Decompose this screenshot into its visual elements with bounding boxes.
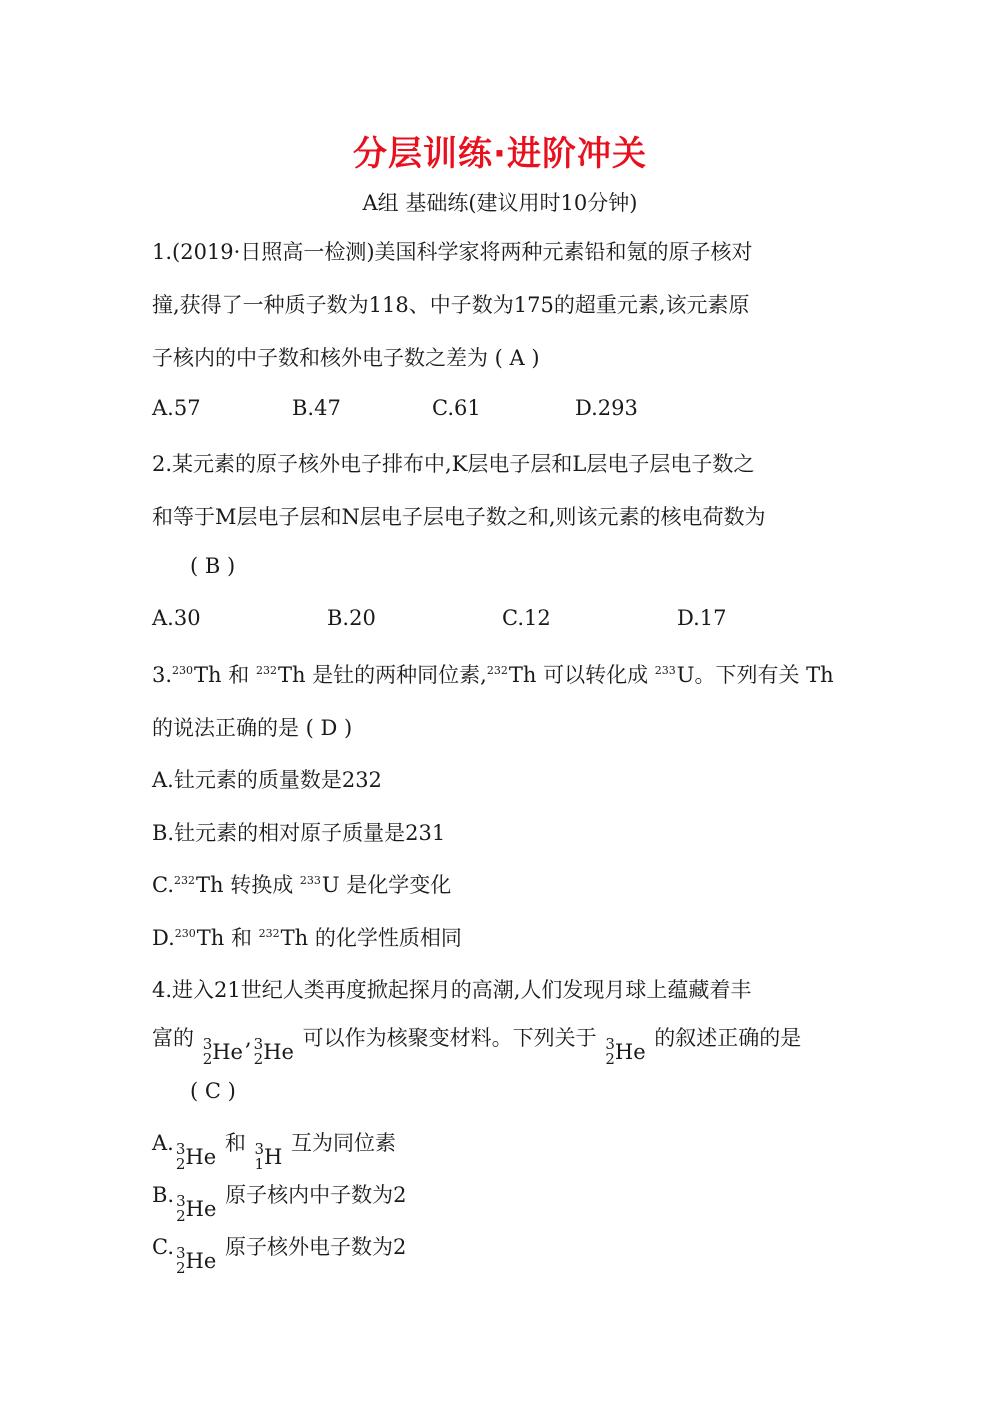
mass-number: 3 bbox=[176, 1244, 186, 1262]
text: 可以转化成 bbox=[536, 663, 655, 687]
text: 原子核外电子数为2 bbox=[218, 1235, 407, 1259]
mass-number: 3 bbox=[176, 1192, 186, 1210]
q1-option-a: A.57 bbox=[152, 396, 201, 420]
q1-line-3: 子核内的中子数和核外电子数之差为 ( A ) bbox=[152, 346, 540, 370]
text: 富的 bbox=[152, 1026, 201, 1050]
q1-option-d: D.293 bbox=[575, 396, 638, 420]
atomic-number: 2 bbox=[202, 1050, 213, 1068]
mass-number: 232 bbox=[174, 874, 195, 887]
mass-number: 233 bbox=[654, 664, 676, 677]
nuclide-he3 bbox=[176, 1246, 216, 1276]
q3-line-2: 的说法正确的是 ( D ) bbox=[152, 716, 353, 740]
text: 可以作为核聚变材料。下列关于 bbox=[295, 1026, 604, 1050]
element-symbol: Th bbox=[280, 926, 309, 950]
element-symbol: He bbox=[185, 1145, 217, 1169]
text: 原子核内中子数为2 bbox=[218, 1183, 407, 1207]
text: 和 bbox=[224, 926, 259, 950]
q2-option-c: C.12 bbox=[502, 606, 551, 630]
text: 。下列有关 Th bbox=[694, 663, 834, 687]
q4-line-1: 4.进入21世纪人类再度掀起探月的高潮,人们发现月球上蕴藏着丰 bbox=[152, 978, 752, 1002]
element-symbol: H bbox=[264, 1145, 283, 1169]
section-subtitle: A组 基础练(建议用时10分钟) bbox=[362, 191, 638, 215]
option-label: C. bbox=[152, 873, 174, 897]
q3-option-b: B.钍元素的相对原子质量是231 bbox=[152, 821, 446, 845]
mass-number: 3 bbox=[175, 1140, 186, 1158]
element-symbol: U bbox=[321, 873, 340, 897]
element-symbol: U bbox=[676, 663, 695, 687]
option-label: B. bbox=[152, 1183, 175, 1207]
nuclide-he3 bbox=[254, 1037, 294, 1067]
nuclide-he3 bbox=[176, 1142, 216, 1172]
element-symbol: He bbox=[185, 1249, 217, 1273]
mass-number: 232 bbox=[486, 664, 508, 677]
nuclide-h3 bbox=[255, 1142, 283, 1172]
q1-line-2: 撞,获得了一种质子数为118、中子数为175的超重元素,该元素原 bbox=[152, 293, 750, 317]
q2-option-a: A.30 bbox=[152, 606, 201, 630]
mass-number: 232 bbox=[258, 927, 280, 940]
q2-option-d: D.17 bbox=[677, 606, 727, 630]
text: 转换成 bbox=[223, 873, 300, 897]
element-symbol: Th bbox=[277, 663, 306, 687]
option-label: D. bbox=[152, 926, 175, 950]
nuclide-he3 bbox=[203, 1037, 243, 1067]
q1-option-c: C.61 bbox=[432, 396, 481, 420]
q2-answer: ( B ) bbox=[190, 554, 236, 578]
element-symbol: He bbox=[263, 1040, 294, 1064]
q3-option-c bbox=[152, 869, 451, 899]
q4-answer: ( C ) bbox=[190, 1079, 236, 1103]
q1-option-b: B.47 bbox=[292, 396, 341, 420]
text: , bbox=[244, 1026, 252, 1050]
text: 是化学变化 bbox=[339, 873, 452, 897]
mass-number: 230 bbox=[174, 927, 196, 940]
q1-line-1: 1.(2019·日照高一检测)美国科学家将两种元素铅和氪的原子核对 bbox=[152, 240, 753, 264]
element-symbol: Th bbox=[196, 873, 224, 897]
text: 互为同位素 bbox=[284, 1131, 397, 1155]
text: 和 bbox=[218, 1131, 253, 1155]
mass-number: 232 bbox=[255, 664, 277, 677]
page-title: 分层训练·进阶冲关 bbox=[353, 134, 647, 174]
nuclide-he3 bbox=[605, 1037, 645, 1067]
atomic-number: 1 bbox=[254, 1155, 265, 1173]
mass-number: 3 bbox=[605, 1035, 615, 1053]
q4-option-c bbox=[152, 1231, 406, 1276]
option-label: C. bbox=[152, 1235, 174, 1259]
q4-line-2 bbox=[152, 1022, 801, 1067]
mass-number: 3 bbox=[254, 1140, 265, 1158]
mass-number: 3 bbox=[202, 1035, 213, 1053]
q2-option-b: B.20 bbox=[327, 606, 376, 630]
q4-option-b bbox=[152, 1179, 406, 1224]
q2-line-2: 和等于M层电子层和N层电子层电子数之和,则该元素的核电荷数为 bbox=[152, 505, 766, 529]
element-symbol: Th bbox=[194, 663, 222, 687]
text: 和 bbox=[221, 663, 256, 687]
nuclide-he3 bbox=[176, 1194, 216, 1224]
q3-option-d bbox=[152, 922, 462, 952]
element-symbol: He bbox=[185, 1197, 217, 1221]
atomic-number: 2 bbox=[176, 1207, 186, 1225]
option-label: A. bbox=[152, 1131, 174, 1155]
text: 的叙述正确的是 bbox=[647, 1026, 802, 1050]
mass-number: 230 bbox=[172, 664, 194, 677]
q3-line-1 bbox=[152, 659, 834, 689]
text: 的化学性质相同 bbox=[308, 926, 462, 950]
q2-line-1: 2.某元素的原子核外电子排布中,K层电子层和L层电子层电子数之 bbox=[152, 452, 755, 476]
mass-number: 3 bbox=[253, 1035, 264, 1053]
q3-number: 3. bbox=[152, 663, 173, 687]
element-symbol: Th bbox=[508, 663, 537, 687]
atomic-number: 2 bbox=[176, 1259, 186, 1277]
mass-number: 233 bbox=[299, 874, 321, 887]
atomic-number: 2 bbox=[253, 1050, 264, 1068]
text: 是钍的两种同位素, bbox=[305, 663, 487, 687]
q3-option-a: A.钍元素的质量数是232 bbox=[152, 768, 382, 792]
atomic-number: 2 bbox=[175, 1155, 186, 1173]
atomic-number: 2 bbox=[605, 1050, 615, 1068]
q4-option-a bbox=[152, 1127, 396, 1172]
element-symbol: He bbox=[212, 1040, 243, 1064]
element-symbol: He bbox=[614, 1040, 646, 1064]
element-symbol: Th bbox=[196, 926, 225, 950]
